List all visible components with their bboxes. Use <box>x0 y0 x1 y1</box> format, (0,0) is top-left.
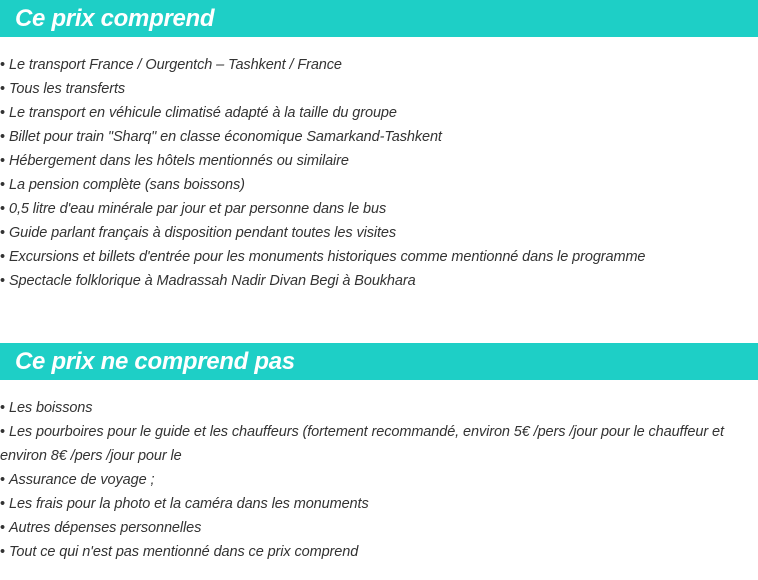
bullet-icon: • <box>0 57 5 73</box>
list-item <box>0 269 750 293</box>
bullet-icon: • <box>0 472 5 488</box>
excluded-section-header <box>0 343 758 380</box>
included-section-title: Ce prix comprend <box>15 5 215 32</box>
list-item <box>0 492 750 516</box>
list-item-text: Tous les transferts <box>8 81 126 97</box>
list-item-text: Hébergement dans les hôtels mentionnés ou similaire <box>8 153 349 169</box>
bullet-icon: • <box>0 249 5 265</box>
list-item-text: Les boissons <box>8 400 93 416</box>
list-item <box>0 101 750 125</box>
list-item-text: Les frais pour la photo et la caméra dans les monuments <box>8 496 369 512</box>
list-item <box>0 516 750 540</box>
excluded-list <box>0 396 750 564</box>
included-list <box>0 53 750 293</box>
list-item <box>0 53 750 77</box>
list-item <box>0 245 750 269</box>
list-item-text: Excursions et billets d'entrée pour les monuments historiques comme mentionné dans le programme <box>8 249 646 265</box>
bullet-icon: • <box>0 400 5 416</box>
bullet-icon: • <box>0 177 5 193</box>
bullet-icon: • <box>0 225 5 241</box>
list-item <box>0 173 750 197</box>
list-item-text: Le transport en véhicule climatisé adapté à la taille du groupe <box>8 105 397 121</box>
list-item-text: Spectacle folklorique à Madrassah Nadir Divan Begi à Boukhara <box>8 273 416 289</box>
bullet-icon: • <box>0 496 5 512</box>
list-item <box>0 149 750 173</box>
list-item <box>0 420 750 468</box>
included-section-header <box>0 0 758 37</box>
list-item <box>0 197 750 221</box>
list-item-text: Guide parlant français à disposition pendant toutes les visites <box>8 225 397 241</box>
list-item-text: Le transport France / Ourgentch – Tashkent / France <box>8 57 342 73</box>
list-item <box>0 540 750 564</box>
bullet-icon: • <box>0 520 5 536</box>
list-item <box>0 468 750 492</box>
list-item-text: La pension complète (sans boissons) <box>8 177 245 193</box>
bullet-icon: • <box>0 273 5 289</box>
list-item <box>0 221 750 245</box>
bullet-icon: • <box>0 201 5 217</box>
list-item-text: Assurance de voyage ; <box>8 472 155 488</box>
list-item-text: Autres dépenses personnelles <box>8 520 202 536</box>
list-item <box>0 125 750 149</box>
bullet-icon: • <box>0 129 5 145</box>
bullet-icon: • <box>0 544 5 560</box>
excluded-section-title: Ce prix ne comprend pas <box>15 348 295 375</box>
list-item <box>0 77 750 101</box>
list-item-text: Tout ce qui n'est pas mentionné dans ce prix comprend <box>8 544 359 560</box>
list-item-text: 0,5 litre d'eau minérale par jour et par personne dans le bus <box>8 201 387 217</box>
bullet-icon: • <box>0 105 5 121</box>
list-item <box>0 396 750 420</box>
list-item-text: Les pourboires pour le guide et les chauffeurs (fortement recommandé, environ 5€ /pers /jour pour le chauffeur et environ 8€ /pers /jour pour le <box>0 424 724 464</box>
list-item-text: Billet pour train "Sharq" en classe économique Samarkand-Tashkent <box>8 129 442 145</box>
bullet-icon: • <box>0 424 5 440</box>
bullet-icon: • <box>0 153 5 169</box>
bullet-icon: • <box>0 81 5 97</box>
